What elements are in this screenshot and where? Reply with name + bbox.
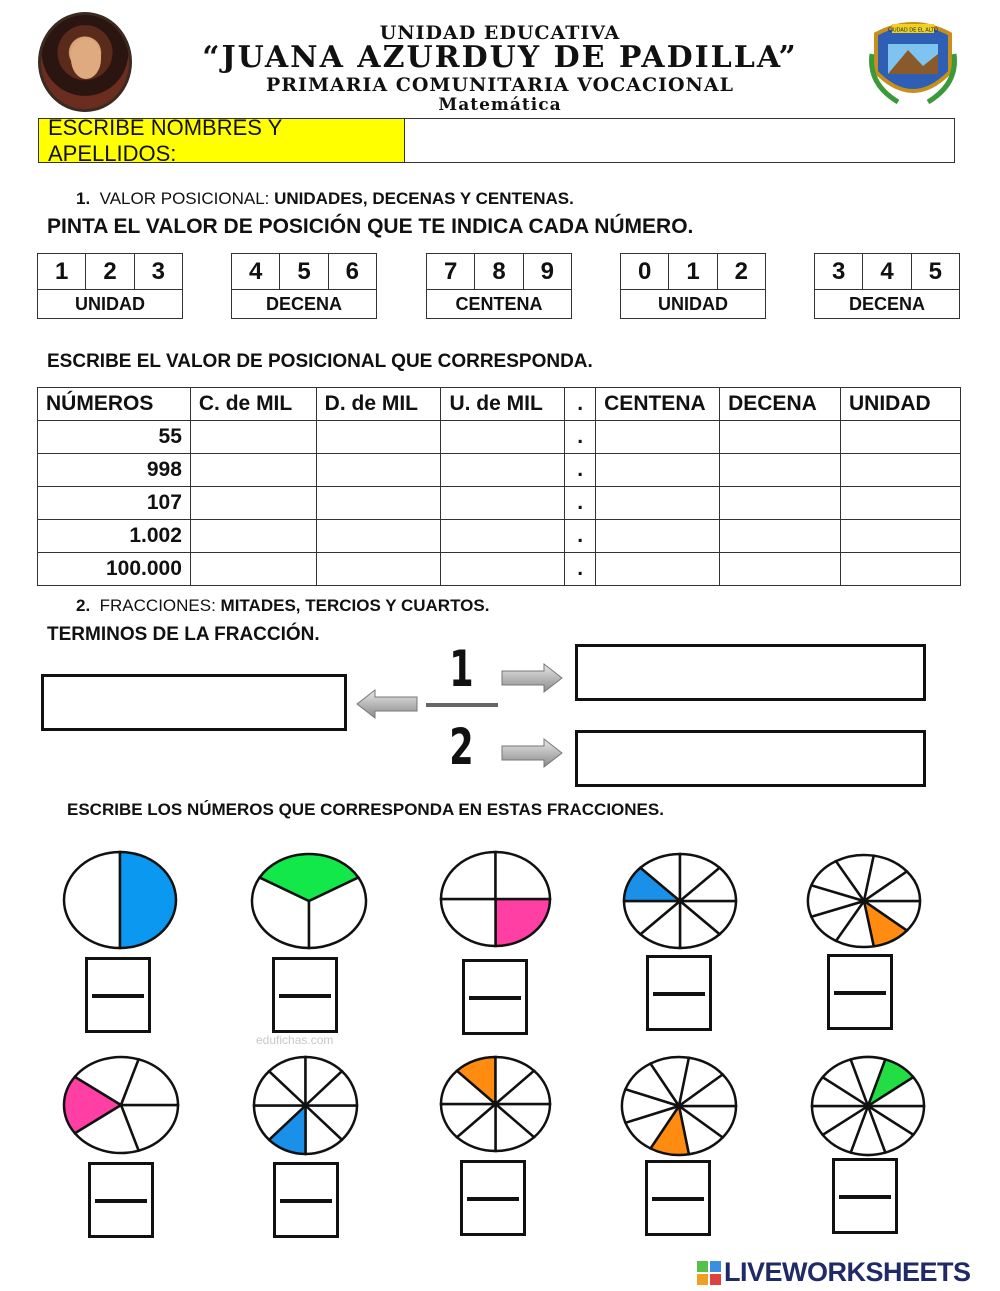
denominator-term-input[interactable] <box>578 733 923 784</box>
answer-cell <box>441 520 565 553</box>
denominator-input[interactable] <box>469 1004 521 1030</box>
answer-cell <box>316 553 441 586</box>
fraction-pie <box>620 1055 738 1157</box>
digit-cell[interactable]: 7 <box>427 254 475 289</box>
place-value-input[interactable] <box>720 520 840 552</box>
table-row <box>38 454 961 487</box>
place-value-label: DECENA <box>848 294 925 314</box>
table-header-cell: C. de MIL <box>190 388 316 421</box>
section1-number: 1. <box>76 189 91 208</box>
table-row <box>38 520 961 553</box>
fraction-pie <box>439 1055 552 1153</box>
answer-cell <box>441 487 565 520</box>
numerator-input[interactable] <box>652 1167 704 1193</box>
fraction-line-input[interactable] <box>44 677 344 728</box>
pie-slice <box>496 852 551 899</box>
denominator-answer-box <box>575 730 926 787</box>
answer-cell <box>720 454 841 487</box>
table-header-cell: UNIDAD <box>841 388 961 421</box>
answer-cell <box>596 421 720 454</box>
numerator-term-input[interactable] <box>578 647 923 698</box>
fraction-pie <box>806 853 922 949</box>
fraction-answer-box <box>827 954 893 1030</box>
crest-text: CIUDAD DE EL ALTO <box>888 27 938 34</box>
school-type: UNIDAD EDUCATIVA <box>379 22 621 44</box>
answer-cell <box>596 454 720 487</box>
place-value-input[interactable] <box>841 553 960 585</box>
place-value-group <box>426 253 572 319</box>
arrow-right-icon <box>500 662 564 694</box>
pie-slice <box>441 899 496 946</box>
numerator-input[interactable] <box>467 1167 519 1193</box>
answer-cell <box>441 421 565 454</box>
brand-blocks-icon <box>697 1261 721 1285</box>
section1-heading <box>76 189 574 209</box>
separator-cell: . <box>565 520 596 553</box>
fraction-bar <box>469 996 521 1000</box>
numerator-input[interactable] <box>92 964 144 990</box>
answer-cell <box>841 454 961 487</box>
place-value-label: CENTENA <box>455 294 543 314</box>
place-value-input[interactable] <box>841 454 960 486</box>
place-value-group <box>814 253 960 319</box>
fraction-answer-box <box>85 957 151 1033</box>
digit-row <box>815 254 959 290</box>
table-title: ESCRIBE EL VALOR DE POSICIONAL QUE CORRESPONDA. <box>47 351 593 372</box>
numerator-digit: 1 <box>449 640 474 698</box>
school-name: “JUANA AZURDUY DE PADILLA” <box>202 40 798 75</box>
answer-cell <box>316 421 441 454</box>
digit-cell[interactable]: 1 <box>669 254 717 289</box>
denominator-input[interactable] <box>834 999 886 1025</box>
section1-title-plain: VALOR POSICIONAL: <box>99 189 275 208</box>
arrow-left-icon <box>355 688 419 720</box>
exercise-title: ESCRIBE LOS NÚMEROS QUE CORRESPONDA EN ESTAS FRACCIONES. <box>67 800 664 819</box>
fraction-answer-box <box>832 1158 898 1234</box>
pie-slice <box>441 852 496 899</box>
table-header-cell: D. de MIL <box>316 388 441 421</box>
place-value-input[interactable] <box>441 520 564 552</box>
place-value-input[interactable] <box>441 487 564 519</box>
place-value-input[interactable] <box>596 421 719 453</box>
table-row <box>38 421 961 454</box>
fraction-pie <box>62 850 178 950</box>
denominator-input[interactable] <box>652 1205 704 1231</box>
denominator-input[interactable] <box>92 1002 144 1028</box>
place-value-table <box>37 387 961 586</box>
fraction-bar <box>653 992 705 996</box>
answer-cell <box>316 454 441 487</box>
fraction-pie <box>62 1055 180 1155</box>
place-value-input[interactable] <box>191 520 316 552</box>
answer-cell <box>190 421 316 454</box>
fraction-answer-box <box>646 955 712 1031</box>
numerator-input[interactable] <box>469 966 521 992</box>
section2-number: 2. <box>76 596 91 615</box>
digit-cell[interactable]: 8 <box>475 254 523 289</box>
fraction-answer-box <box>273 1162 339 1238</box>
fraction-answer-box <box>88 1162 154 1238</box>
numerator-input[interactable] <box>653 962 705 988</box>
place-value-input[interactable] <box>596 553 719 585</box>
place-value-input[interactable] <box>720 487 840 519</box>
fraction-line-answer-box <box>41 674 347 731</box>
pie-slice <box>64 852 120 948</box>
answer-cell <box>190 520 316 553</box>
answer-cell <box>190 487 316 520</box>
numerator-input[interactable] <box>839 1165 891 1191</box>
answer-cell <box>596 520 720 553</box>
brand-name: LIVEWORKSHEETS <box>724 1257 971 1287</box>
denominator-input[interactable] <box>95 1207 147 1233</box>
place-value-input[interactable] <box>720 553 840 585</box>
answer-cell <box>841 520 961 553</box>
fraction-pie <box>252 1055 359 1156</box>
place-value-input[interactable] <box>596 487 719 519</box>
answer-cell <box>720 421 841 454</box>
place-value-input[interactable] <box>317 553 441 585</box>
fraction-bar <box>92 994 144 998</box>
place-value-input[interactable] <box>191 454 316 486</box>
denominator-input[interactable] <box>653 1000 705 1026</box>
table-header-cell: CENTENA <box>596 388 720 421</box>
table-header-cell: . <box>565 388 596 421</box>
answer-cell <box>441 454 565 487</box>
answer-cell <box>596 487 720 520</box>
answer-cell <box>720 520 841 553</box>
section2-heading <box>76 596 489 616</box>
digit-cell[interactable]: 5 <box>928 258 942 285</box>
table-row <box>38 553 961 586</box>
table-header-row <box>38 388 961 421</box>
digit-cell[interactable]: 5 <box>280 254 328 289</box>
numerator-input[interactable] <box>279 964 331 990</box>
digit-cell[interactable]: 6 <box>345 258 359 285</box>
place-value-group <box>620 253 766 319</box>
numerator-answer-box <box>575 644 926 701</box>
denominator-digit: 2 <box>449 718 474 776</box>
digit-row <box>621 254 765 290</box>
digit-cell[interactable]: 2 <box>734 258 748 285</box>
section2-title-bold: MITADES, TERCIOS Y CUARTOS. <box>220 596 490 615</box>
denominator-input[interactable] <box>839 1203 891 1229</box>
place-value-input[interactable] <box>720 454 840 486</box>
place-value-input[interactable] <box>720 421 840 453</box>
place-value-label: UNIDAD <box>75 294 145 314</box>
terms-title: TERMINOS DE LA FRACCIÓN. <box>47 624 320 645</box>
name-input[interactable] <box>405 119 954 162</box>
pie-slice-shaded <box>120 852 176 948</box>
watermark-text: edufichas.com <box>256 1033 334 1047</box>
answer-cell <box>316 520 441 553</box>
fraction-answer-box <box>272 957 338 1033</box>
school-crest-icon <box>868 14 958 110</box>
place-value-group <box>231 253 377 319</box>
place-value-label: DECENA <box>265 294 342 314</box>
answer-cell <box>841 553 961 586</box>
answer-cell <box>720 553 841 586</box>
digit-cell[interactable]: 2 <box>86 254 134 289</box>
digit-row <box>38 254 182 290</box>
fraction-pie <box>810 1055 926 1157</box>
denominator-input[interactable] <box>280 1207 332 1233</box>
digit-cell[interactable]: 3 <box>151 258 165 285</box>
place-value-input[interactable] <box>441 553 564 585</box>
place-value-input[interactable] <box>841 487 960 519</box>
subject-title: Matemática <box>438 95 562 115</box>
digit-cell[interactable]: 0 <box>621 254 669 289</box>
digit-cell[interactable]: 3 <box>815 254 863 289</box>
name-row <box>38 114 955 166</box>
answer-cell <box>720 487 841 520</box>
place-value-input[interactable] <box>441 421 564 453</box>
fraction-bar <box>280 1199 332 1203</box>
fraction-pie <box>250 852 368 950</box>
place-value-label: UNIDAD <box>658 294 728 314</box>
table-header-cell: DECENA <box>720 388 841 421</box>
fraction-answer-box <box>645 1160 711 1236</box>
answer-cell <box>190 553 316 586</box>
pie-slice-shaded <box>496 899 551 946</box>
place-value-input[interactable] <box>191 421 316 453</box>
number-cell: 998 <box>38 454 191 487</box>
number-cell: 107 <box>38 487 191 520</box>
section1-title-bold: UNIDADES, DECENAS Y CENTENAS. <box>274 189 574 208</box>
fraction-bar <box>467 1197 519 1201</box>
school-level: PRIMARIA COMUNITARIA VOCACIONAL <box>265 74 735 96</box>
name-label: ESCRIBE NOMBRES Y APELLIDOS: <box>39 119 405 162</box>
answer-cell <box>596 553 720 586</box>
place-value-group <box>37 253 183 319</box>
place-value-input[interactable] <box>841 421 960 453</box>
heroine-portrait <box>38 12 132 112</box>
digit-cell[interactable]: 4 <box>232 254 280 289</box>
numerator-input[interactable] <box>834 961 886 987</box>
digit-row <box>232 254 376 290</box>
fraction-bar <box>95 1199 147 1203</box>
place-value-input[interactable] <box>841 520 960 552</box>
fraction-answer-box <box>460 1160 526 1236</box>
place-value-input[interactable] <box>317 421 441 453</box>
table-header-cell: U. de MIL <box>441 388 565 421</box>
digit-cell[interactable]: 9 <box>540 258 554 285</box>
denominator-input[interactable] <box>467 1205 519 1231</box>
place-value-input[interactable] <box>191 487 316 519</box>
number-cell: 1.002 <box>38 520 191 553</box>
number-cell: 100.000 <box>38 553 191 586</box>
answer-cell <box>190 454 316 487</box>
place-value-input[interactable] <box>317 520 441 552</box>
separator-cell: . <box>565 421 596 454</box>
brand-logo <box>697 1257 971 1288</box>
denominator-input[interactable] <box>279 1002 331 1028</box>
place-value-input[interactable] <box>317 454 441 486</box>
place-value-input[interactable] <box>441 454 564 486</box>
number-cell: 55 <box>38 421 191 454</box>
fraction-bar <box>426 703 498 707</box>
numerator-input[interactable] <box>280 1169 332 1195</box>
separator-cell: . <box>565 487 596 520</box>
answer-cell <box>316 487 441 520</box>
fraction-bar <box>839 1195 891 1199</box>
table-header-cell: NÚMEROS <box>38 388 191 421</box>
separator-cell: . <box>565 454 596 487</box>
fraction-answer-box <box>462 959 528 1035</box>
answer-cell <box>841 421 961 454</box>
answer-cell <box>841 487 961 520</box>
table-row <box>38 487 961 520</box>
place-value-input[interactable] <box>191 553 316 585</box>
section2-title-plain: FRACCIONES: <box>99 596 221 615</box>
place-value-input[interactable] <box>596 520 719 552</box>
separator-cell: . <box>565 553 596 586</box>
place-value-input[interactable] <box>596 454 719 486</box>
numerator-input[interactable] <box>95 1169 147 1195</box>
fraction-pie <box>622 852 738 950</box>
fraction-bar <box>834 991 886 995</box>
arrow-right-icon <box>500 737 564 769</box>
digit-cell[interactable]: 4 <box>863 254 911 289</box>
fraction-bar <box>652 1197 704 1201</box>
digit-row <box>427 254 571 290</box>
place-value-input[interactable] <box>317 487 441 519</box>
answer-cell <box>441 553 565 586</box>
digit-cell[interactable]: 1 <box>38 254 86 289</box>
fraction-pie <box>439 850 552 948</box>
fraction-bar <box>279 994 331 998</box>
section1-instruction: PINTA EL VALOR DE POSICIÓN QUE TE INDICA CADA NÚMERO. <box>47 215 694 238</box>
